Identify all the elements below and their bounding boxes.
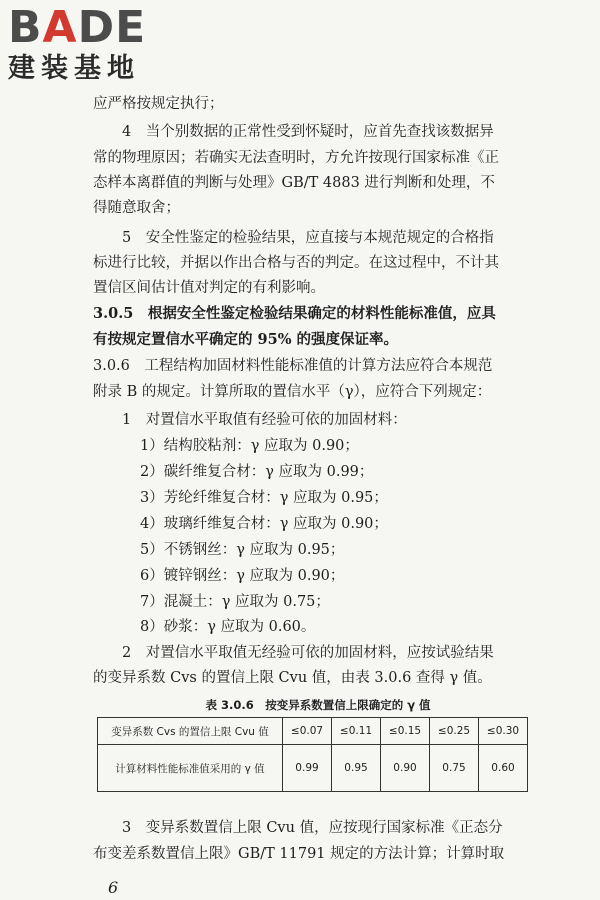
list-item: 8）砂浆：γ 应取为 0.60。 (140, 619, 316, 635)
text-line: 置信区间估计值对判定的有利影响。 (93, 280, 325, 296)
table-caption: 表 3.0.6 按变异系数置信上限确定的 γ 值 (205, 698, 431, 712)
text-line: 5 安全性鉴定的检验结果，应直接与本规范规定的合格指 (122, 230, 494, 246)
list-item: 3）芳纶纤维复合材：γ 应取为 0.95； (140, 490, 388, 506)
row-label: 变异系数 Cvs 的置信上限 Cvu 值 (98, 718, 283, 745)
text-line: 的变异系数 Cvs 的置信上限 Cvu 值，由表 3.0.6 查得 γ 值。 (93, 670, 492, 686)
table-row (98, 718, 528, 745)
text-line: 得随意取舍； (93, 200, 180, 216)
value-cell: 0.90 (381, 745, 430, 792)
text-line: 4 当个别数据的正常性受到怀疑时，应首先查找该数据异 (122, 124, 494, 140)
page-number: 6 (108, 878, 119, 897)
value-cell: 0.75 (430, 745, 479, 792)
value-cell: 0.95 (332, 745, 381, 792)
logo-bade: BADE (8, 2, 147, 53)
text-line: 有按规定置信水平确定的 95% 的强度保证率。 (93, 331, 399, 348)
list-item: 7）混凝土：γ 应取为 0.75； (140, 594, 330, 610)
gamma-table (97, 717, 528, 792)
text-line: 应严格按规定执行； (93, 96, 224, 112)
text-line: 布变差系数置信上限》GB/T 11791 规定的方法计算；计算时取 (93, 846, 505, 862)
text-line: 附录 B 的规定。计算所取的置信水平（γ），应符合下列规定： (93, 384, 492, 400)
text-line: 常的物理原因；若确实无法查明时，方允许按现行国家标准《正 (93, 150, 499, 166)
brand-logo (8, 2, 178, 86)
header-cell: ≤0.15 (381, 718, 430, 745)
text-line: 3 变异系数置信上限 Cvu 值，应按现行国家标准《正态分 (122, 820, 503, 836)
header-cell: ≤0.30 (479, 718, 528, 745)
list-item: 5）不锈钢丝：γ 应取为 0.95； (140, 542, 345, 558)
clause-3-0-5: 3.0.5 根据安全性鉴定检验结果确定的材料性能标准值，应具 (93, 305, 496, 322)
table-row (98, 745, 528, 792)
header-cell: ≤0.11 (332, 718, 381, 745)
list-item: 6）镀锌钢丝：γ 应取为 0.90； (140, 568, 345, 584)
text-line: 2 对置信水平取值无经验可依的加固材料，应按试验结果 (122, 645, 494, 661)
logo-subtitle: 建装基地 (8, 53, 140, 84)
clause-3-0-6: 3.0.6 工程结构加固材料性能标准值的计算方法应符合本规范 (93, 358, 493, 374)
value-cell: 0.99 (283, 745, 332, 792)
list-item: 4）玻璃纤维复合材：γ 应取为 0.90； (140, 516, 388, 532)
list-item: 1）结构胶粘剂：γ 应取为 0.90； (140, 438, 359, 454)
value-cell: 0.60 (479, 745, 528, 792)
text-line: 标进行比较，并据以作出合格与否的判定。在这过程中，不计其 (93, 255, 499, 271)
row-label: 计算材料性能标准值采用的 γ 值 (98, 745, 283, 792)
text-line: 态样本离群值的判断与处理》GB/T 4883 进行判断和处理，不 (93, 175, 495, 191)
header-cell: ≤0.07 (283, 718, 332, 745)
text-line: 1 对置信水平取值有经验可依的加固材料： (122, 412, 407, 428)
list-item: 2）碳纤维复合材：γ 应取为 0.99； (140, 464, 374, 480)
header-cell: ≤0.25 (430, 718, 479, 745)
